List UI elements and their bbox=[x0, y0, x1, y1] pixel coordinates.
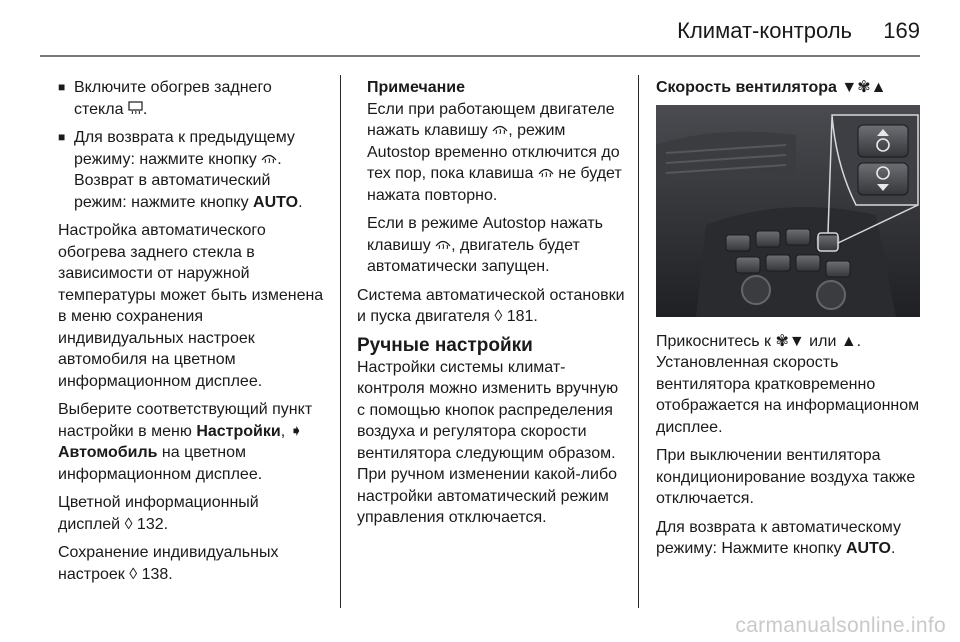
up-arrow-icon: ▲ bbox=[840, 332, 857, 350]
paragraph: Сохранение индивидуальных настроек ◊ 138. bbox=[58, 544, 279, 583]
fan-speed-heading: Скорость вентилятора ▼✾▲ bbox=[656, 79, 887, 96]
fan-control-photo bbox=[656, 105, 920, 317]
page-ref-icon: ◊ bbox=[124, 515, 133, 533]
menu-arrow-icon: ➧ bbox=[289, 422, 304, 440]
column-divider-2 bbox=[638, 75, 639, 608]
fan-icon: ✾ bbox=[857, 79, 871, 96]
paragraph: Прикоснитесь к ✾▼ или ▲. Установленная скорость вентилятора кратковременно отображается на информационном дисплее. bbox=[656, 332, 920, 436]
windshield-defrost-icon bbox=[492, 120, 508, 142]
down-arrow-icon: ▼ bbox=[788, 332, 805, 350]
bullet-item-return: ■ Для возврата к предыдущему режиму: нажмите кнопку . Возврат в автоматический режим: нажмите кнопку AUTO. bbox=[58, 127, 324, 213]
column-2 bbox=[357, 77, 625, 536]
page-ref-icon: ◊ bbox=[129, 565, 138, 583]
page-number: 169 bbox=[883, 18, 920, 43]
fan-icon: ✾ bbox=[775, 332, 789, 350]
note-block bbox=[357, 77, 625, 278]
column-3 bbox=[656, 77, 922, 567]
watermark-logo: carmanualsonline.info bbox=[735, 614, 946, 637]
page-ref-link[interactable]: 181 bbox=[506, 308, 534, 325]
rear-defrost-icon bbox=[128, 99, 143, 121]
note-paragraph: Если в режиме Autostop нажать клавишу , двигатель будет автоматически запущен. bbox=[367, 215, 604, 275]
up-arrow-icon: ▲ bbox=[870, 79, 887, 96]
paragraph: Для возврата к автоматическому режиму: Нажмите кнопку AUTO. bbox=[656, 518, 901, 557]
paragraph: Настройка автоматического обогрева заднего стекла в зависимости от наружной температуры может быть изменена в меню сохранения индивидуальных настроек автомобиля на цветном информационном дисплее. bbox=[58, 222, 324, 390]
bullet-square-icon: ■ bbox=[58, 80, 66, 94]
paragraph: Цветной информационный дисплей ◊ 132. bbox=[58, 494, 259, 533]
paragraph: Выберите соответствующий пункт настройки в меню Настройки, ➧ Автомобиль на цветном информационном дисплее. bbox=[58, 401, 313, 483]
photo-illustration bbox=[656, 105, 920, 317]
windshield-defrost-icon bbox=[435, 235, 451, 257]
column-1 bbox=[58, 77, 324, 592]
page-header bbox=[0, 0, 960, 56]
column-divider-1 bbox=[340, 75, 341, 608]
bullet-item-rear-defrost: ■ Включите обогрев заднего стекла . bbox=[58, 77, 324, 120]
note-paragraph: Если при работающем двигателе нажать клавишу , режим Autostop временно отключится до тех пор, пока клавиша не будет нажата повторно. bbox=[367, 100, 622, 204]
bullet-square-icon: ■ bbox=[58, 130, 66, 144]
windshield-defrost-icon bbox=[538, 163, 554, 185]
paragraph: Система автоматической остановки и пуска двигателя ◊ 181. bbox=[357, 286, 625, 325]
header-rule bbox=[40, 55, 920, 57]
section-title-header: Климат-контроль bbox=[677, 18, 852, 43]
page-ref-icon: ◊ bbox=[494, 308, 503, 325]
note-title: Примечание bbox=[367, 79, 466, 96]
page-ref-link[interactable]: 138 bbox=[141, 565, 169, 583]
paragraph: Настройки системы климат-контроля можно изменить вручную с помощью кнопок распределения воздуха и регулятора скорости вентилятора следующим образом. При ручном изменении какой-либо настройки автоматический режим управления отключается. bbox=[357, 358, 619, 526]
section-heading-manual: Ручные настройки bbox=[357, 334, 533, 356]
windshield-defrost-icon bbox=[261, 149, 277, 171]
page-ref-link[interactable]: 132 bbox=[136, 515, 164, 533]
paragraph: При выключении вентилятора кондиционирование воздуха также отключается. bbox=[656, 447, 916, 507]
